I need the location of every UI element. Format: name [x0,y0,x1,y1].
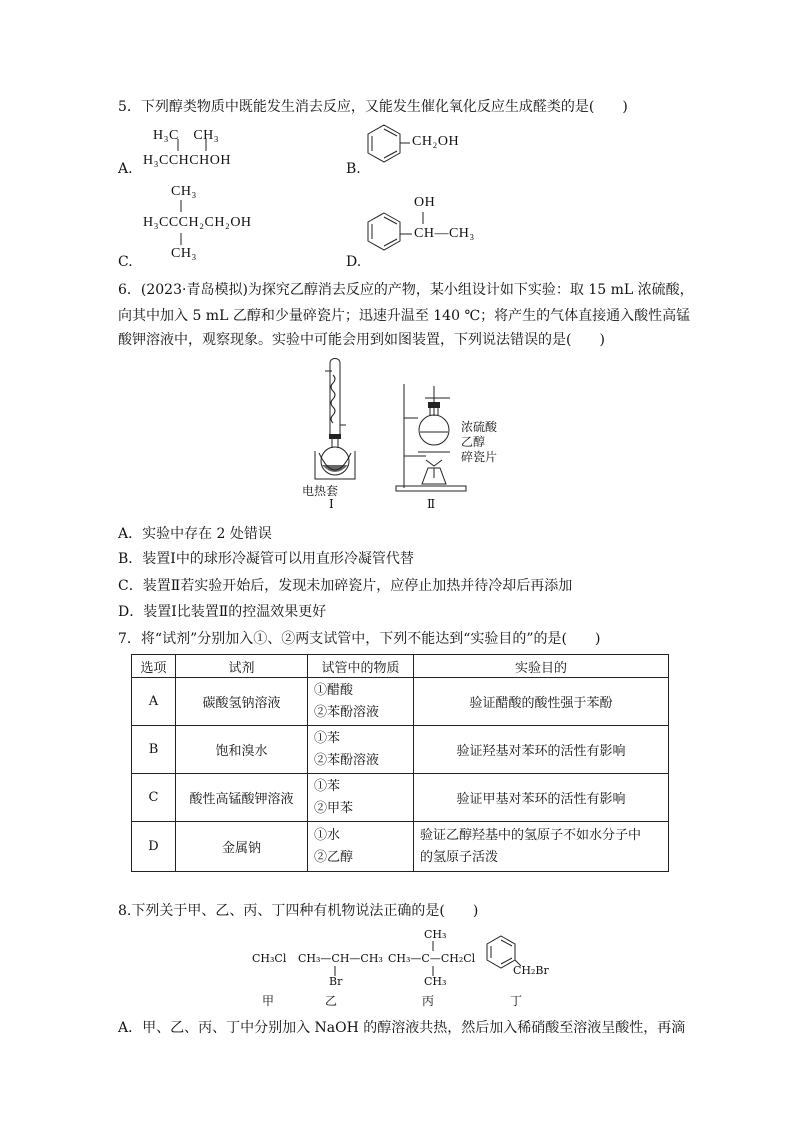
substance-cell [308,678,414,726]
substance-1: ①水 [314,827,341,843]
purpose-cell [414,678,669,726]
substance-2: ②苯酚溶液 [314,704,380,720]
compound-label-ding: 丁 [510,994,523,1008]
table-header: 实验目的 [414,655,669,678]
q5-option-d-label: D. [346,254,362,270]
substance-2: ②乙醇 [314,849,354,865]
option-cell: D [132,822,176,872]
reagent-cell: 碳酸氢钠溶液 [176,678,308,726]
substance-2: ②苯酚溶液 [314,752,380,768]
option-cell: A [132,678,176,726]
reagent-label-3: 碎瓷片 [461,450,498,464]
compound-jia-formula: CH₃Cl [252,952,287,965]
table-row [132,774,669,822]
q6-line-2: 向其中加入 5 mL 乙醇和少量碎瓷片；迅速升温至 140 ℃；将产生的气体直接通入酸性高锰 [118,308,691,324]
purpose-line-1: 验证乙醇羟基中的氢原子不如水分子中 [420,827,642,843]
compound-bing-bottom: CH₃ [424,975,447,988]
purpose-line-1: 验证醋酸的酸性强于苯酚 [469,696,613,711]
reagent-label-2: 乙醇 [461,435,486,449]
substance-1: ①醋酸 [314,682,354,698]
purpose-line-2: 的氢原子活泼 [420,849,499,865]
reagent-cell: 饱和溴水 [176,726,308,774]
q7-table [131,654,669,872]
compound-bing-top: CH₃ [424,928,447,941]
q6-option-a: A．实验中存在 2 处错误 [118,526,272,542]
purpose-cell [414,822,669,872]
q5-b-group: CH₂OH [412,134,460,149]
table-row [132,822,669,872]
option-cell: B [132,726,176,774]
reagent-label-1: 浓硫酸 [461,420,498,434]
figure-2-label: Ⅱ [427,497,436,511]
option-cell: C [132,774,176,822]
reagent-cell: 酸性高锰酸钾溶液 [176,774,308,822]
q5-option-b-label: B. [346,161,361,177]
q8-option-a: A．甲、乙、丙、丁中分别加入 NaOH 的醇溶液共热，然后加入稀硝酸至溶液呈酸性，再滴 [118,1020,686,1036]
q5-a-formula: H₃CCHCHOH [143,153,231,168]
table-row [132,678,669,726]
table-row [132,726,669,774]
q5-c-bottom: CH₃ [171,246,197,261]
q8-stem: 8.下列关于甲、乙、丙、丁四种有机物说法正确的是( ) [118,903,479,919]
q5-c-top: CH₃ [171,184,197,199]
heater-label: 电热套 [302,484,339,498]
compound-ding-formula: CH₂Br [513,964,549,977]
q6-line-3: 酸钾溶液中，观察现象。实验中可能会用到如图装置，下列说法错误的是( ) [118,332,605,348]
q5-d-main: CH—CH₃ [414,226,475,241]
q5-stem: 5．下列醇类物质中既能发生消去反应，又能发生催化氧化反应生成醛类的是( ) [118,99,628,115]
q5-c-main: H₃CCCH₂CH₂OH [143,215,252,230]
substance-1: ①苯 [314,730,341,746]
compound-label-jia: 甲 [262,994,275,1008]
table-header: 试剂 [176,655,308,678]
compound-yi-formula: CH₃—CH—CH₃ [298,952,383,965]
q7-stem: 7．将“试剂”分别加入①、②两支试管中，下列不能达到“实验目的”的是( ) [118,631,601,647]
q5-option-c-label: C. [118,254,133,270]
purpose-cell [414,774,669,822]
q6-option-d: D．装置Ⅰ比装置Ⅱ的控温效果更好 [118,604,327,620]
apparatus-1-figure [300,355,370,490]
table-header-row [132,655,669,678]
compound-bing-formula: CH₃—C—CH₂Cl [388,952,476,965]
q6-option-b: B．装置Ⅰ中的球形冷凝管可以用直形冷凝管代替 [118,551,414,567]
q5-a-bonds [150,138,240,152]
q5-a-branches: H₃C CH₃ [153,128,220,143]
purpose-line-1: 验证羟基对苯环的活性有影响 [456,744,626,759]
substance-2: ②甲苯 [314,800,354,816]
figure-1-label: Ⅰ [329,497,334,511]
compound-yi-substituent: Br [329,975,343,988]
substance-cell [308,774,414,822]
purpose-cell [414,726,669,774]
q6-line-1: 6．(2023·青岛模拟)为探究乙醇消去反应的产物，某小组设计如下实验：取 15 mL 浓硫酸， [118,282,694,298]
reagent-cell: 金属钠 [176,822,308,872]
q5-d-top: OH [414,195,436,210]
table-header: 试管中的物质 [308,655,414,678]
table-header: 选项 [132,655,176,678]
q6-option-c: C．装置Ⅱ若实验开始后，发现未加碎瓷片，应停止加热并待冷却后再添加 [118,578,573,594]
substance-cell [308,822,414,872]
apparatus-2-figure [392,380,472,495]
compound-label-yi: 乙 [325,994,338,1008]
purpose-line-1: 验证甲基对苯环的活性有影响 [456,792,626,807]
q5-option-a-label: A. [118,161,133,177]
compound-label-bing: 丙 [422,994,435,1008]
benzene-ring-icon [364,122,414,168]
substance-1: ①苯 [314,778,341,794]
substance-cell [308,726,414,774]
